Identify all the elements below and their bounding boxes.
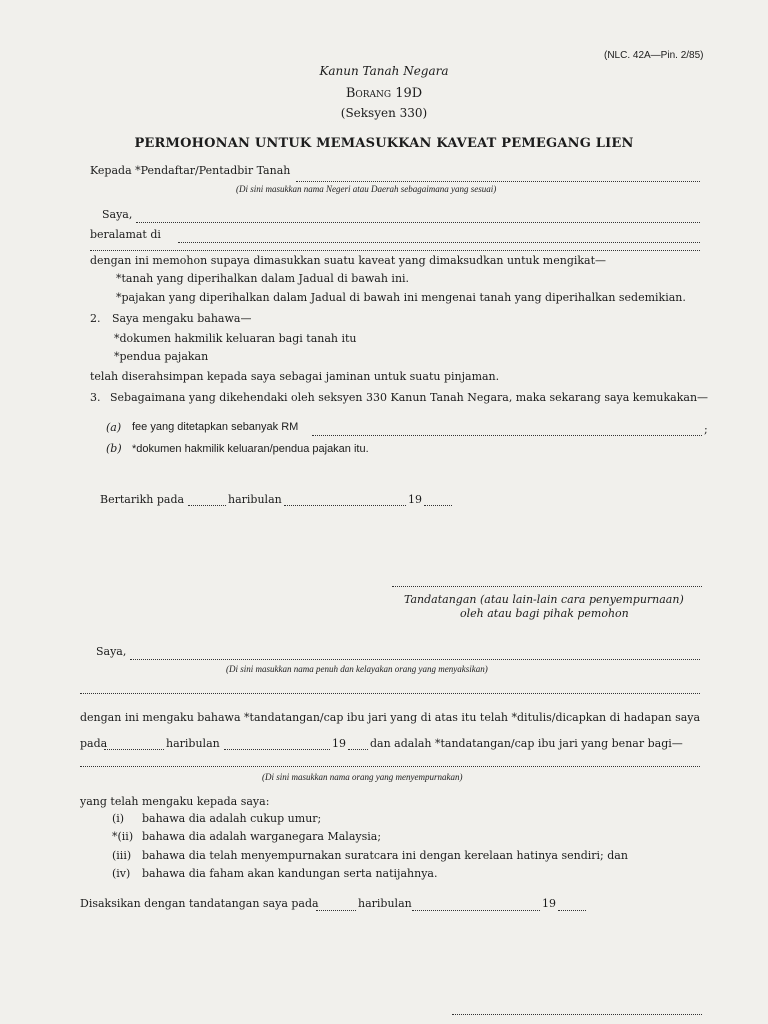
witness-saya-label: Saya, bbox=[96, 645, 127, 658]
applicant-address-field[interactable] bbox=[178, 242, 700, 243]
para3-b-label: (b) bbox=[106, 442, 122, 455]
para3-a-label: (a) bbox=[106, 421, 122, 434]
applicant-signature-field[interactable] bbox=[392, 586, 702, 587]
dated-label: Bertarikh pada bbox=[100, 493, 185, 506]
form-number: Borang 19D bbox=[345, 86, 423, 101]
para2-number: 2. bbox=[90, 312, 101, 325]
para2-option-title: *dokumen hakmilik keluaran bagi tanah itu bbox=[114, 332, 357, 345]
item-number: (i) bbox=[112, 812, 125, 825]
item-number: (iii) bbox=[112, 849, 132, 862]
witnessed-month-label: haribulan bbox=[358, 897, 412, 910]
witness-year-label: 19 bbox=[332, 737, 346, 750]
applicant-address-field-2[interactable] bbox=[90, 250, 700, 251]
applicant-address-label: beralamat di bbox=[90, 228, 161, 241]
signature-caption-2: oleh atau bagi pihak pemohon bbox=[460, 607, 629, 620]
request-text: dengan ini memohon supaya dimasukkan suatu kaveat yang dimaksudkan untuk mengikat— bbox=[90, 254, 607, 267]
para2-text: Saya mengaku bahawa— bbox=[112, 312, 252, 325]
witness-declaration: dengan ini mengaku bahawa *tandatangan/cap ibu jari yang di atas itu telah *ditulis/dicapkan di hadapan saya bbox=[80, 711, 701, 724]
law-name: Kanun Tanah Negara bbox=[319, 64, 449, 78]
item-text: bahawa dia faham akan kandungan serta natijahnya. bbox=[142, 867, 438, 880]
witness-adalah-text: dan adalah *tandatangan/cap ibu jari yang benar bagi— bbox=[370, 737, 683, 750]
item-number: *(ii) bbox=[112, 830, 134, 843]
signature-caption: Tandatangan (atau lain-lain cara penyempurnaan) bbox=[404, 593, 684, 606]
dated-month-field[interactable] bbox=[284, 505, 406, 506]
para2-continuation: telah diserahsimpan kepada saya sebagai jaminan untuk suatu pinjaman. bbox=[90, 370, 500, 383]
item-text: bahawa dia telah menyempurnakan suratcara ini dengan kerelaan hatinya sendiri; dan bbox=[142, 849, 628, 862]
option-lease: *pajakan yang diperihalkan dalam Jadual di bawah ini mengenai tanah yang diperihalkan sedemikian. bbox=[116, 291, 686, 304]
witnessed-day-field[interactable] bbox=[316, 910, 356, 911]
dated-month-label: haribulan bbox=[228, 493, 282, 506]
witness-name-hint: (Di sini masukkan nama penuh dan kelayakan orang yang menyaksikan) bbox=[226, 664, 488, 674]
applicant-name-field[interactable] bbox=[136, 222, 700, 223]
witnessed-year-label: 19 bbox=[542, 897, 556, 910]
para3-text: Sebagaimana yang dikehendaki oleh seksyen 330 Kanun Tanah Negara, maka sekarang saya kemukakan— bbox=[110, 391, 709, 404]
acknowledged-text: yang telah mengaku kepada saya: bbox=[80, 795, 270, 808]
section-ref: (Seksyen 330) bbox=[340, 106, 428, 120]
executant-name-field[interactable] bbox=[80, 766, 700, 767]
form-reference: (NLC. 42A—Pin. 2/85) bbox=[604, 50, 704, 61]
witness-day-field[interactable] bbox=[104, 749, 164, 750]
applicant-saya-label: Saya, bbox=[102, 208, 133, 221]
para2-option-lease: *pendua pajakan bbox=[114, 350, 209, 363]
witnessed-year-field[interactable] bbox=[558, 910, 586, 911]
fee-field[interactable] bbox=[312, 435, 702, 436]
to-field[interactable] bbox=[296, 181, 700, 182]
to-label: Kepada *Pendaftar/Pentadbir Tanah bbox=[90, 164, 291, 177]
para3-b-text: *dokumen hakmilik keluaran/pendua pajakan itu. bbox=[132, 443, 369, 455]
para3-number: 3. bbox=[90, 391, 101, 404]
to-hint: (Di sini masukkan nama Negeri atau Daerah sebagaimana yang sesuai) bbox=[236, 184, 497, 194]
item-text: bahawa dia adalah warganegara Malaysia; bbox=[142, 830, 382, 843]
item-text: bahawa dia adalah cukup umur; bbox=[142, 812, 322, 825]
witness-haribulan-label: haribulan bbox=[166, 737, 220, 750]
witnessed-label: Disaksikan dengan tandatangan saya pada bbox=[80, 897, 319, 910]
item-number: (iv) bbox=[112, 867, 131, 880]
witnessed-month-field[interactable] bbox=[412, 910, 540, 911]
witness-year-field[interactable] bbox=[348, 749, 368, 750]
dated-day-field[interactable] bbox=[188, 505, 226, 506]
para3-a-end: ; bbox=[704, 423, 708, 436]
dated-year-field[interactable] bbox=[424, 505, 452, 506]
dated-year-label: 19 bbox=[408, 493, 422, 506]
witness-pada-label: pada bbox=[80, 737, 108, 750]
para3-a-text: fee yang ditetapkan sebanyak RM bbox=[132, 421, 299, 433]
witness-month-field[interactable] bbox=[224, 749, 330, 750]
witness-signature-field[interactable] bbox=[452, 1014, 702, 1015]
form-title: PERMOHONAN UNTUK MEMASUKKAN KAVEAT PEMEGANG LIEN bbox=[134, 136, 634, 151]
witness-name-field-2[interactable] bbox=[80, 693, 700, 694]
witness-name-field[interactable] bbox=[130, 659, 700, 660]
option-land: *tanah yang diperihalkan dalam Jadual di bawah ini. bbox=[116, 272, 410, 285]
executant-name-hint: (Di sini masukkan nama orang yang menyempurnakan) bbox=[262, 772, 463, 782]
